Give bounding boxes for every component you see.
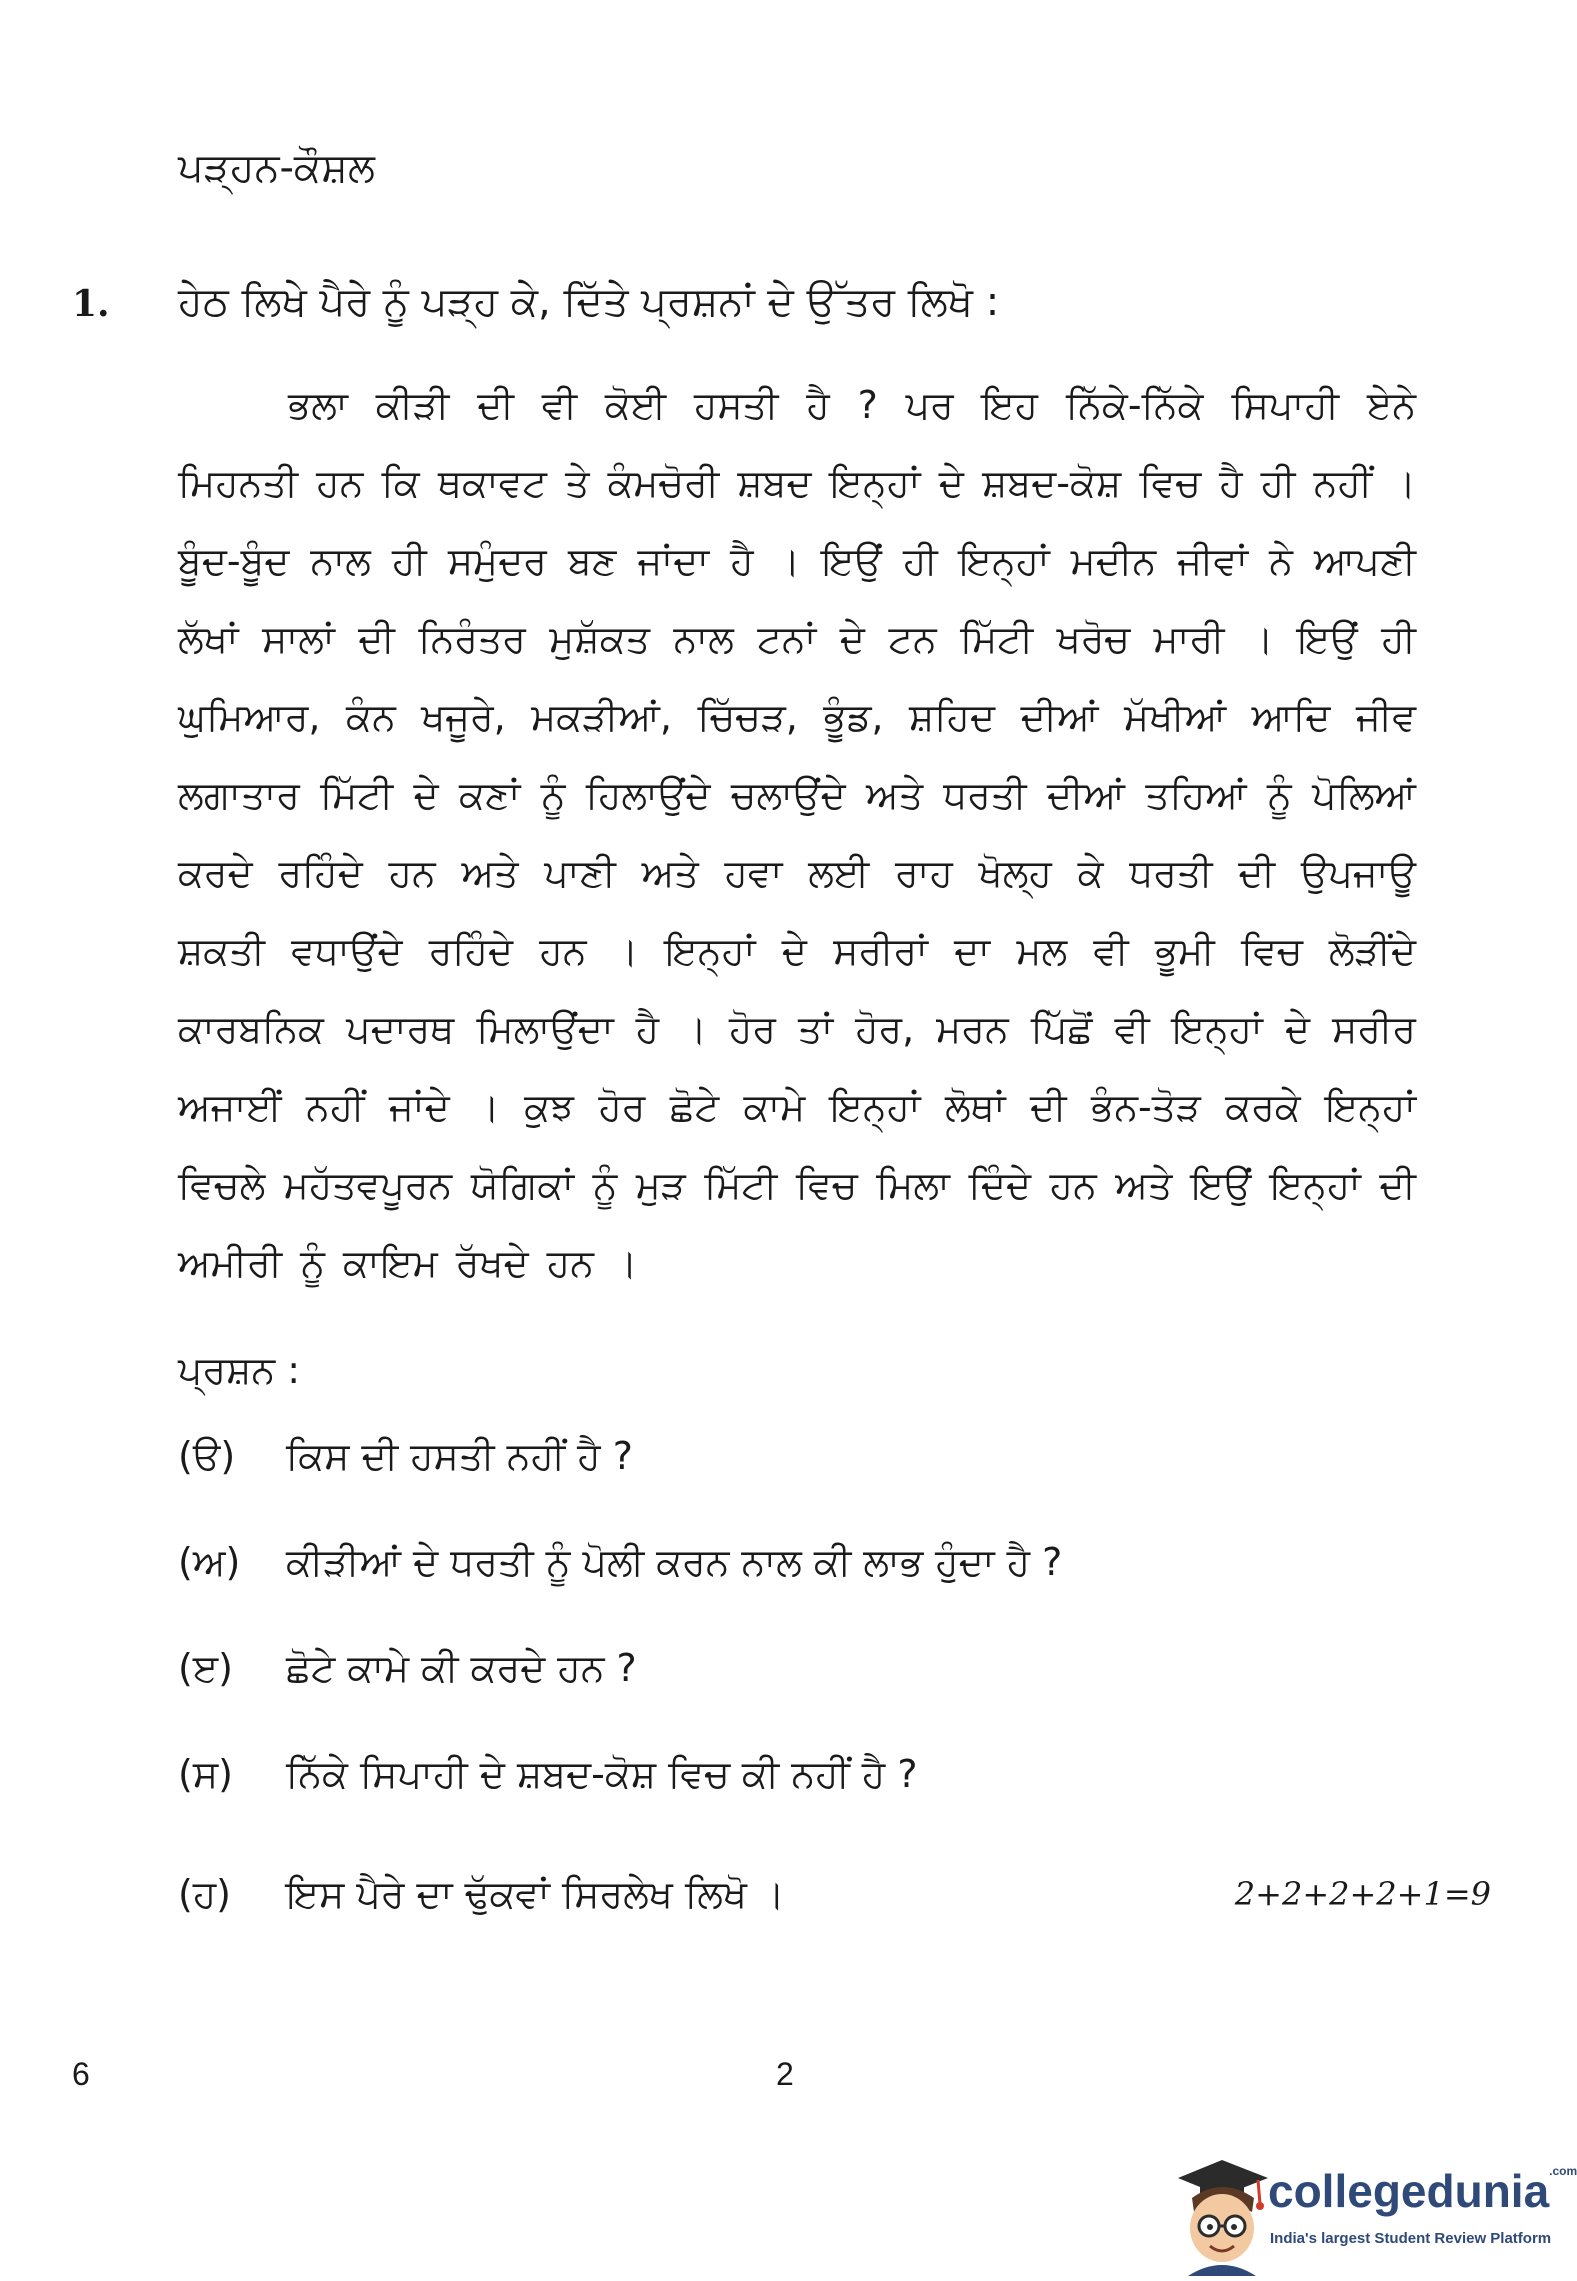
sub-question-c bbox=[178, 1636, 1498, 1700]
question-number: 1. bbox=[72, 283, 110, 325]
sub-question-label: (ੲ) bbox=[178, 1646, 233, 1690]
collegedunia-logo[interactable] bbox=[1164, 2146, 1577, 2276]
sub-question-d bbox=[178, 1742, 1498, 1806]
question-instruction: ਹੇਠ ਲਿਖੇ ਪੈਰੇ ਨੂੰ ਪੜ੍ਹ ਕੇ, ਦਿੱਤੇ ਪ੍ਰਸ਼ਨਾਂ ਦੇ ਉੱਤਰ ਲਿਖੋ : bbox=[178, 279, 1000, 325]
sub-question-b bbox=[178, 1530, 1498, 1594]
sub-question-text: ਕਿਸ ਦੀ ਹਸਤੀ ਨਹੀਂ ਹੈ ? bbox=[286, 1434, 633, 1478]
sub-question-text: ਇਸ ਪੈਰੇ ਦਾ ਢੁੱਕਵਾਂ ਸਿਰਲੇਖ ਲਿਖੋ । bbox=[286, 1872, 785, 1916]
sub-question-a bbox=[178, 1424, 1498, 1488]
sub-question-text: ਕੀੜੀਆਂ ਦੇ ਧਰਤੀ ਨੂੰ ਪੋਲੀ ਕਰਨ ਨਾਲ ਕੀ ਲਾਭ ਹੁੰਦਾ ਹੈ ? bbox=[286, 1540, 1063, 1584]
paper-code: 6 bbox=[72, 2056, 90, 2092]
sub-question-label: (ਹ) bbox=[178, 1872, 231, 1916]
reading-passage: ਭਲਾ ਕੀੜੀ ਦੀ ਵੀ ਕੋਈ ਹਸਤੀ ਹੈ ? ਪਰ ਇਹ ਨਿੱਕੇ-ਨਿੱਕੇ ਸਿਪਾਹੀ ਏਨੇ ਮਿਹਨਤੀ ਹਨ ਕਿ ਥਕਾਵਟ ਤੇ ਕੰਮਚੋਰੀ ਸ਼ਬਦ ਇਨ੍ਹਾਂ ਦੇ ਸ਼ਬਦ-ਕੋਸ਼ ਵਿਚ ਹੈ ਹੀ ਨਹੀਂ । ਬੂੰਦ-ਬੂੰਦ ਨਾਲ ਹੀ ਸਮੁੰਦਰ ਬਣ ਜਾਂਦਾ ਹੈ । ਇਉਂ ਹੀ ਇਨ੍ਹਾਂ ਮਦੀਨ ਜੀਵਾਂ ਨੇ ਆਪਣੀ ਲੱਖਾਂ ਸਾਲਾਂ ਦੀ ਨਿਰੰਤਰ ਮੁਸ਼ੱਕਤ ਨਾਲ ਟਨਾਂ ਦੇ ਟਨ ਮਿੱਟੀ ਖਰੋਚ ਮਾਰੀ । ਇਉਂ ਹੀ ਘੁਮਿਆਰ, ਕੰਨ ਖਜੂਰੇ, ਮਕੜੀਆਂ, ਚਿੱਚੜ, ਭੂੰਡ, ਸ਼ਹਿਦ ਦੀਆਂ ਮੱਖੀਆਂ ਆਦਿ ਜੀਵ ਲਗਾਤਾਰ ਮਿੱਟੀ ਦੇ ਕਣਾਂ ਨੂੰ ਹਿਲਾਉਂਦੇ ਚਲਾਉਂਦੇ ਅਤੇ ਧਰਤੀ ਦੀਆਂ ਤਹਿਆਂ ਨੂੰ ਪੋਲਿਆਂ ਕਰਦੇ ਰਹਿੰਦੇ ਹਨ ਅਤੇ ਪਾਣੀ ਅਤੇ ਹਵਾ ਲਈ ਰਾਹ ਖੋਲ੍ਹ ਕੇ ਧਰਤੀ ਦੀ ਉਪਜਾਊ ਸ਼ਕਤੀ ਵਧਾਉਂਦੇ ਰਹਿੰਦੇ ਹਨ । ਇਨ੍ਹਾਂ ਦੇ ਸਰੀਰਾਂ ਦਾ ਮਲ ਵੀ ਭੂਮੀ ਵਿਚ ਲੋੜੀਂਦੇ ਕਾਰਬਨਿਕ ਪਦਾਰਥ ਮਿਲਾਉਂਦਾ ਹੈ । ਹੋਰ ਤਾਂ ਹੋਰ, ਮਰਨ ਪਿੱਛੋਂ ਵੀ ਇਨ੍ਹਾਂ ਦੇ ਸਰੀਰ ਅਜਾਈਂ ਨਹੀਂ ਜਾਂਦੇ । ਕੁਝ ਹੋਰ ਛੋਟੇ ਕਾਮੇ ਇਨ੍ਹਾਂ ਲੋਥਾਂ ਦੀ ਭੰਨ-ਤੋੜ ਕਰਕੇ ਇਨ੍ਹਾਂ ਵਿਚਲੇ ਮਹੱਤਵਪੂਰਨ ਯੋਗਿਕਾਂ ਨੂੰ ਮੁੜ ਮਿੱਟੀ ਵਿਚ ਮਿਲਾ ਦਿੰਦੇ ਹਨ ਅਤੇ ਇਉਂ ਇਨ੍ਹਾਂ ਦੀ ਅਮੀਰੀ ਨੂੰ ਕਾਇਮ ਰੱਖਦੇ ਹਨ । bbox=[178, 383, 1416, 1285]
section-title: ਪੜ੍ਹਨ-ਕੌਸ਼ਲ bbox=[178, 145, 375, 191]
logo-tagline: India's largest Student Review Platform bbox=[1270, 2230, 1552, 2247]
logo-wordmark: collegedunia$^{.com}$ bbox=[1268, 2164, 1577, 2217]
page-number: 2 bbox=[776, 2056, 794, 2092]
sub-question-label: (ੳ) bbox=[178, 1434, 236, 1478]
sub-question-text: ਛੋਟੇ ਕਾਮੇ ਕੀ ਕਰਦੇ ਹਨ ? bbox=[286, 1646, 637, 1690]
questions-heading: ਪ੍ਰਸ਼ਨ : bbox=[178, 1348, 301, 1392]
sub-question-e bbox=[178, 1862, 1178, 1926]
sub-question-label: (ਅ) bbox=[178, 1540, 241, 1584]
marks-distribution: 2+2+2+2+1=9 bbox=[1234, 1875, 1491, 1913]
student-mascot-icon bbox=[1164, 2146, 1276, 2276]
sub-question-label: (ਸ) bbox=[178, 1752, 233, 1796]
sub-question-text: ਨਿੱਕੇ ਸਿਪਾਹੀ ਦੇ ਸ਼ਬਦ-ਕੋਸ਼ ਵਿਚ ਕੀ ਨਹੀਂ ਹੈ ? bbox=[286, 1752, 918, 1796]
